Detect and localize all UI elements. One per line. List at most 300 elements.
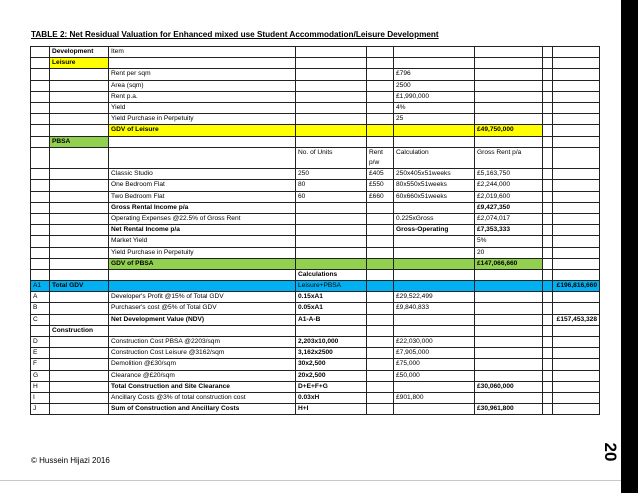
cell-rent-pw [367,370,394,381]
cell-rent-pw [367,114,394,125]
cell-result [475,80,543,91]
cell-total: £196,816,660 [553,281,600,292]
cell-total [553,269,600,280]
cell-calc: 80 [296,180,367,191]
cell-development: Leisure [50,58,109,69]
cell-development [50,269,109,280]
cell-total [553,114,600,125]
cell-spacer [543,303,553,314]
cell-spacer [543,258,553,269]
cell-calc [296,47,367,58]
cell-item: Construction Cost Leisure @3162/sqm [109,348,296,359]
cell-ref [31,58,50,69]
cell-value: Gross-Operating [394,225,475,236]
cell-result: £2,019,600 [475,191,543,202]
cell-spacer [543,180,553,191]
cell-total [553,359,600,370]
cell-calc: H+I [296,404,367,415]
cell-item: Rent p.a. [109,91,296,102]
cell-value: £9,840,833 [394,303,475,314]
cell-item: Net Development Value (NDV) [109,314,296,325]
cell-item: Two Bedroom Flat [109,191,296,202]
cell-rent-pw [367,202,394,213]
cell-item: Total Construction and Site Clearance [109,381,296,392]
slide-edge-bar [621,0,638,493]
cell-ref [31,225,50,236]
cell-result [475,392,543,403]
cell-rent-pw: £660 [367,191,394,202]
cell-ref [31,269,50,280]
cell-total [553,125,600,136]
cell-development [50,225,109,236]
cell-item: Yield [109,102,296,113]
cell-development: Total GDV [50,281,109,292]
table-row [31,69,600,80]
cell-rent-pw: Rent p/w [367,147,394,169]
table-row [31,136,600,147]
cell-total [553,392,600,403]
cell-ref [31,114,50,125]
cell-item [109,281,296,292]
cell-calc: 20x2,500 [296,370,367,381]
cell-ref [31,47,50,58]
cell-rent-pw: £405 [367,169,394,180]
cell-result: £7,353,333 [475,225,543,236]
cell-result: 20 [475,247,543,258]
cell-result [475,58,543,69]
cell-rent-pw [367,337,394,348]
cell-rent-pw [367,325,394,336]
cell-development: PBSA [50,136,109,147]
cell-total [553,102,600,113]
cell-item [109,58,296,69]
cell-development [50,314,109,325]
table-row [31,404,600,415]
cell-spacer [543,202,553,213]
cell-total [553,337,600,348]
cell-result [475,337,543,348]
table-row [31,292,600,303]
table-title: TABLE 2: Net Residual Valuation for Enhanced mixed use Student Accommodation/Leisure Development [31,30,439,39]
cell-development [50,91,109,102]
cell-ref [31,69,50,80]
table-row [31,392,600,403]
cell-value [394,281,475,292]
cell-calc: Leisure+PBSA [296,281,367,292]
cell-spacer [543,213,553,224]
cell-spacer [543,147,553,169]
cell-total [553,213,600,224]
cell-result [475,292,543,303]
cell-development [50,191,109,202]
cell-item: Classic Studio [109,169,296,180]
cell-result [475,91,543,102]
cell-rent-pw [367,213,394,224]
cell-calc: No. of Units [296,147,367,169]
cell-item: Clearance @£20/sqm [109,370,296,381]
cell-ref: I [31,392,50,403]
cell-item: GDV of PBSA [109,258,296,269]
cell-spacer [543,404,553,415]
cell-calc [296,213,367,224]
cell-ref [31,147,50,169]
cell-rent-pw [367,348,394,359]
cell-result [475,359,543,370]
cell-total [553,225,600,236]
cell-ref [31,180,50,191]
cell-result: 5% [475,236,543,247]
cell-rent-pw [367,381,394,392]
cell-spacer [543,269,553,280]
cell-rent-pw [367,91,394,102]
table-row [31,180,600,191]
cell-result [475,281,543,292]
cell-value: £50,000 [394,370,475,381]
cell-ref: E [31,348,50,359]
cell-item: Yield Purchase in Perpetuity [109,114,296,125]
cell-development [50,303,109,314]
cell-ref [31,247,50,258]
cell-ref [31,325,50,336]
cell-result: £30,961,800 [475,404,543,415]
cell-rent-pw [367,47,394,58]
cell-rent-pw [367,404,394,415]
cell-total [553,292,600,303]
cell-item: Developer's Profit @15% of Total GDV [109,292,296,303]
cell-total [553,191,600,202]
cell-calc [296,258,367,269]
cell-spacer [543,392,553,403]
cell-spacer [543,58,553,69]
cell-calc [296,125,367,136]
cell-ref: A [31,292,50,303]
cell-value: 80x550x51weeks [394,180,475,191]
table-row [31,359,600,370]
cell-development [50,370,109,381]
cell-rent-pw [367,359,394,370]
cell-calc [296,58,367,69]
cell-value: 0.225xGross [394,213,475,224]
cell-result: Gross Rent p/a [475,147,543,169]
cell-spacer [543,337,553,348]
cell-rent-pw [367,136,394,147]
cell-total [553,381,600,392]
cell-value [394,381,475,392]
page-number: 20 [601,442,620,462]
cell-development [50,236,109,247]
table-row [31,247,600,258]
cell-ref [31,213,50,224]
cell-result: £147,066,660 [475,258,543,269]
cell-calc: 0.03xH [296,392,367,403]
cell-ref [31,125,50,136]
cell-result [475,348,543,359]
cell-calc [296,136,367,147]
cell-development [50,213,109,224]
cell-calc [296,114,367,125]
cell-value: £901,800 [394,392,475,403]
table-row [31,91,600,102]
cell-spacer [543,381,553,392]
cell-value: 4% [394,102,475,113]
cell-total [553,58,600,69]
cell-development [50,258,109,269]
table-row [31,281,600,292]
cell-total [553,370,600,381]
table-row [31,58,600,69]
cell-ref: D [31,337,50,348]
copyright-footer: © Hussein Hijazi 2016 [31,456,110,465]
cell-rent-pw [367,247,394,258]
cell-development [50,102,109,113]
cell-spacer [543,114,553,125]
cell-total [553,169,600,180]
cell-calc [296,225,367,236]
cell-value [394,47,475,58]
cell-calc [296,202,367,213]
cell-value: 2500 [394,80,475,91]
cell-item: Construction Cost PBSA @2203/sqm [109,337,296,348]
cell-rent-pw [367,258,394,269]
cell-result [475,269,543,280]
cell-spacer [543,47,553,58]
cell-rent-pw [367,236,394,247]
cell-rent-pw [367,125,394,136]
cell-development [50,69,109,80]
cell-result: £5,163,750 [475,169,543,180]
table-row [31,125,600,136]
cell-result [475,303,543,314]
cell-development [50,359,109,370]
cell-calc: 0.15xA1 [296,292,367,303]
cell-total [553,91,600,102]
cell-ref [31,136,50,147]
cell-result [475,136,543,147]
cell-result: £9,427,350 [475,202,543,213]
cell-item: Rent per sqm [109,69,296,80]
cell-total [553,258,600,269]
cell-item [109,325,296,336]
cell-spacer [543,169,553,180]
cell-spacer [543,191,553,202]
cell-development [50,125,109,136]
cell-calc: 60 [296,191,367,202]
cell-development [50,404,109,415]
cell-development [50,247,109,258]
table-row [31,236,600,247]
cell-result: £2,074,017 [475,213,543,224]
cell-calc: 3,162x2500 [296,348,367,359]
cell-result [475,47,543,58]
cell-development [50,392,109,403]
cell-value [394,202,475,213]
cell-calc [296,247,367,258]
cell-development [50,348,109,359]
cell-development: Development [50,47,109,58]
cell-value: 25 [394,114,475,125]
cell-item [109,136,296,147]
cell-ref: A1 [31,281,50,292]
cell-total [553,348,600,359]
cell-spacer [543,370,553,381]
cell-item: Ancillary Costs @3% of total construction cost [109,392,296,403]
cell-value: £1,990,000 [394,91,475,102]
cell-spacer [543,348,553,359]
cell-spacer [543,69,553,80]
cell-result: £2,244,000 [475,180,543,191]
cell-total [553,404,600,415]
cell-value: £796 [394,69,475,80]
cell-calc [296,102,367,113]
cell-spacer [543,225,553,236]
table-row [31,47,600,58]
cell-spacer [543,281,553,292]
cell-item: Area (sqm) [109,80,296,91]
cell-item: Yield Purchase in Perpetuity [109,247,296,258]
cell-development [50,114,109,125]
cell-total [553,325,600,336]
cell-ref: F [31,359,50,370]
cell-calc: 250 [296,169,367,180]
cell-total [553,180,600,191]
cell-rent-pw [367,69,394,80]
cell-value [394,269,475,280]
cell-item: GDV of Leisure [109,125,296,136]
cell-spacer [543,359,553,370]
cell-calc [296,91,367,102]
cell-calc: A1-A-B [296,314,367,325]
cell-item: Net Rental Income p/a [109,225,296,236]
cell-development [50,202,109,213]
table-row [31,191,600,202]
table-row [31,370,600,381]
cell-value [394,404,475,415]
cell-value [394,236,475,247]
cell-ref: H [31,381,50,392]
cell-total: £157,453,328 [553,314,600,325]
table-row [31,381,600,392]
cell-item: Sum of Construction and Ancillary Costs [109,404,296,415]
cell-rent-pw [367,314,394,325]
cell-calc [296,69,367,80]
cell-value: £22,030,000 [394,337,475,348]
valuation-table [30,46,600,415]
cell-calc: D+E+F+G [296,381,367,392]
cell-value: £7,905,000 [394,348,475,359]
cell-rent-pw [367,58,394,69]
cell-value: Calculation [394,147,475,169]
cell-value: 60x660x51weeks [394,191,475,202]
cell-development [50,292,109,303]
cell-development: Construction [50,325,109,336]
cell-development [50,180,109,191]
table-row [31,213,600,224]
cell-development [50,337,109,348]
cell-total [553,303,600,314]
cell-rent-pw [367,269,394,280]
footer-divider [0,480,621,481]
table-row [31,147,600,169]
table-row [31,303,600,314]
cell-total [553,202,600,213]
cell-value [394,136,475,147]
cell-rent-pw [367,303,394,314]
cell-total [553,47,600,58]
cell-calc [296,236,367,247]
cell-item: Demolition @£30/sqm [109,359,296,370]
cell-ref: G [31,370,50,381]
cell-item: Gross Rental Income p/a [109,202,296,213]
cell-spacer [543,247,553,258]
cell-result [475,102,543,113]
cell-calc: 0.05xA1 [296,303,367,314]
cell-calc: Calculations [296,269,367,280]
table-row [31,80,600,91]
cell-ref [31,202,50,213]
cell-item: Purchaser's cost @5% of Total GDV [109,303,296,314]
cell-total [553,147,600,169]
cell-ref [31,169,50,180]
cell-calc [296,80,367,91]
cell-rent-pw: £550 [367,180,394,191]
cell-ref [31,191,50,202]
cell-ref: J [31,404,50,415]
cell-value: 250x405x51weeks [394,169,475,180]
cell-ref [31,102,50,113]
cell-rent-pw [367,281,394,292]
cell-rent-pw [367,392,394,403]
cell-value: £29,522,499 [394,292,475,303]
table-row [31,102,600,113]
cell-result [475,69,543,80]
cell-item [109,147,296,169]
cell-total [553,69,600,80]
cell-value [394,247,475,258]
table-row [31,348,600,359]
cell-item: Operating Expenses @22.5% of Gross Rent [109,213,296,224]
table-row [31,202,600,213]
cell-spacer [543,314,553,325]
cell-value [394,125,475,136]
cell-item [109,269,296,280]
cell-calc: 30x2,500 [296,359,367,370]
cell-ref [31,91,50,102]
cell-value [394,325,475,336]
cell-total [553,247,600,258]
table-row [31,269,600,280]
cell-item: Market Yield [109,236,296,247]
cell-ref: B [31,303,50,314]
cell-calc [296,325,367,336]
cell-total [553,236,600,247]
cell-spacer [543,102,553,113]
cell-value [394,314,475,325]
cell-spacer [543,91,553,102]
cell-result [475,114,543,125]
cell-rent-pw [367,102,394,113]
table-row [31,258,600,269]
cell-development [50,169,109,180]
cell-spacer [543,292,553,303]
cell-development [50,80,109,91]
table-row [31,337,600,348]
cell-spacer [543,325,553,336]
cell-result: £49,750,000 [475,125,543,136]
cell-item: Item [109,47,296,58]
cell-total [553,136,600,147]
cell-result [475,325,543,336]
table-row [31,314,600,325]
